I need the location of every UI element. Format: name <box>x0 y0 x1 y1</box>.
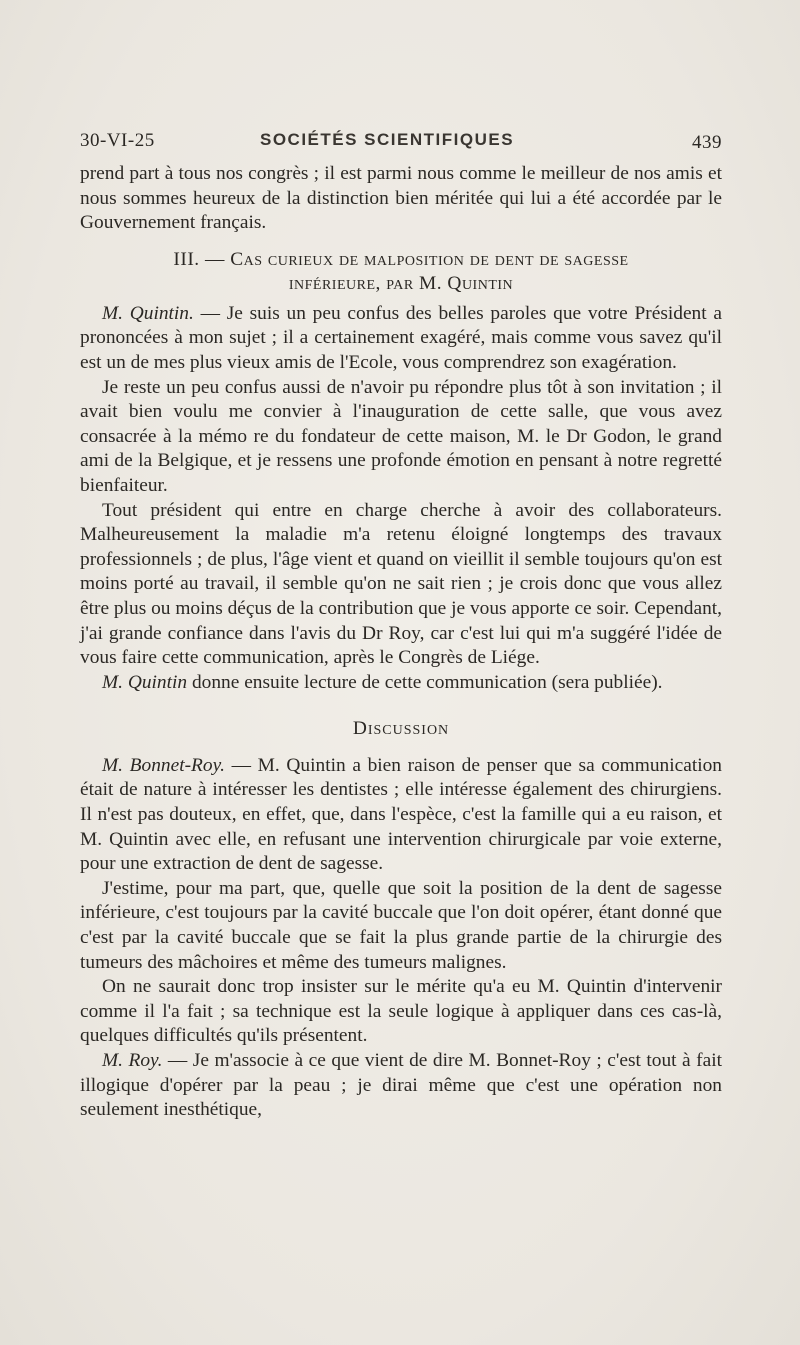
lecture-note-text: donne ensuite lecture de cette communication (sera publiée). <box>191 671 663 693</box>
body-text <box>80 162 722 1123</box>
speaker-roy: M. Roy. <box>102 1050 163 1071</box>
bonnet-roy-paragraph-3: On ne saurait donc trop insister sur le mérite qu'a eu M. Quintin d'intervenir comme il l'a fait ; sa technique est la seule logique à appliquer dans ces cas-là, quelques difficultés qu'ils présentent. <box>80 976 722 1047</box>
lecture-note <box>80 671 722 696</box>
intro-paragraph: prend part à tous nos congrès ; il est parmi nous comme le meilleur de nos amis et nous sommes heureux de la distinction bien méritée qui lui a été accordée par le Gouvernement français. <box>80 163 722 234</box>
header-date: 30-VI-25 <box>80 130 155 151</box>
quintin-text-1: — Je suis un peu confus des belles paroles que votre Président a prononcées à mon sujet ; il a certainement exagéré, mais comme vous savez qu'il est un de mes plus vieux amis de l'Ecole, vous comprendrez son exagération. <box>80 302 722 373</box>
speaker-quintin: M. Quintin. <box>102 302 194 324</box>
bonnet-roy-paragraph-2: J'estime, pour ma part, que, quelle que soit la position de la dent de sagesse inférieure, c'est toujours par la cavité buccale que l'on doit opérer, étant donné que c'est par la cavité buccale que se fait la plus grande partie de la chirurgie des tumeurs des mâchoires et même des tumeurs malignes. <box>80 877 722 973</box>
roy-text: — Je m'associe à ce que vient de dire M. Bonnet-Roy ; c'est tout à fait illogique d'opérer par la peau ; je dirai même que c'est une opération non seulement inesthétique, <box>80 1050 722 1121</box>
quintin-paragraph-3: Tout président qui entre en charge cherche à avoir des collaborateurs. Malheureusement la maladie m'a retenu éloigné longtemps des travaux professionnels ; de plus, l'âge vient et quand on vieillit il semble toujours qu'on est moins porté au travail, il semble qu'on ne sait rien ; je crois donc que vous allez être plus ou moins déçus de la contribution que je vous apporte ce soir. Cependant, j'ai grande confiance dans l'avis du Dr Roy, car c'est lui qui m'a suggéré l'idée de vous faire cette communication, après le Congrès de Liége. <box>80 499 722 669</box>
bonnet-roy-paragraph-1 <box>80 754 722 877</box>
speaker-quintin-note: M. Quintin <box>102 671 188 693</box>
section-heading-line2: inférieure, par M. Quintin <box>288 272 514 294</box>
header-title: SOCIÉTÉS SCIENTIFIQUES <box>260 130 515 149</box>
section-heading-line1: III. — Cas curieux de malposition de dent de sagesse <box>173 248 629 270</box>
page-number: 439 <box>692 132 722 153</box>
speaker-bonnet-roy: M. Bonnet-Roy. <box>102 754 225 776</box>
section-heading <box>80 248 722 296</box>
quintin-paragraph-1 <box>80 302 722 376</box>
bonnet-roy-text-1: — M. Quintin a bien raison de penser que sa communication était de nature à intéresser les dentistes ; elle intéresse également des chirurgiens. Il n'est pas douteux, en effet, que, dans l'espèce, c'est la famille qui a eu raison, et M. Quintin avec elle, en refusant une intervention chirurgicale par voie externe, pour une extraction de dent de sagesse. <box>80 754 722 875</box>
discussion-heading: Discussion <box>352 718 450 740</box>
roy-paragraph <box>80 1049 722 1123</box>
quintin-paragraph-2: Je reste un peu confus aussi de n'avoir pu répondre plus tôt à son invitation ; il avait bien voulu me convier à l'inauguration de cette salle, que vous avez consacrée à la mémo re du fondateur de cette maison, M. le Dr Godon, le grand ami de la Belgique, et je ressens une profonde émotion en pensant à notre regretté bienfaiteur. <box>80 376 722 496</box>
running-header <box>80 130 722 156</box>
